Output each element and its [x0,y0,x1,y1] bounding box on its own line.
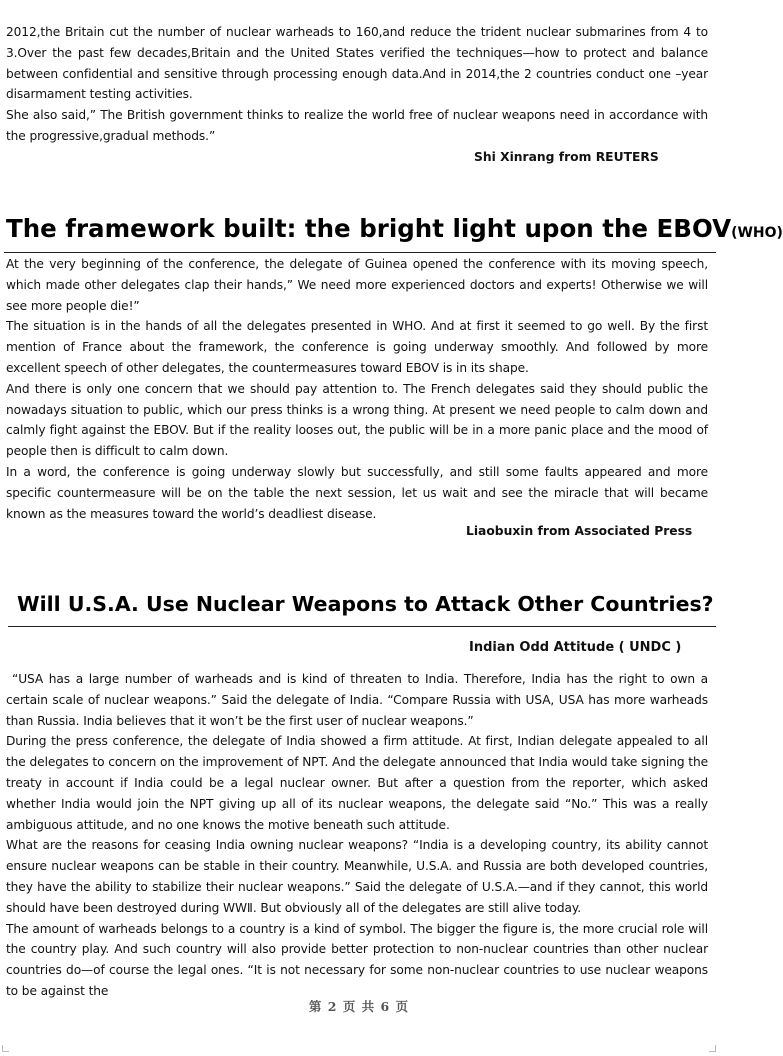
article1-paragraph: 2012,the Britain cut the number of nuclear warheads to 160,and reduce the trident nuclear submarines from 4 to 3.Over the past few decades,Britain and the United States verified the techniques—how to protect and balance between confidential and sensitive through processing enough data.And in 2014,the 2 countries conduct one –year disarmament testing activities. [6,25,708,102]
article2-title-text: The framework built: the bright light upon the EBOV [6,214,732,243]
article1-paragraph: She also said,” The British government thinks to realize the world free of nuclear weapons need in accordance with the progressive,gradual methods.” [6,108,708,143]
crop-mark-left [2,1045,9,1052]
article3-body [6,669,708,1002]
article3-subtitle: Indian Odd Attitude ( UNDC ) [469,640,682,655]
article3-paragraph: During the press conference, the delegate of India showed a firm attitude. At first, Indian delegate appealed to all the delegates to concern on the improvement of NPT. And the delegate announced that India would take signing the treaty in account if India could be a legal nuclear owner. But after a question from the reporter, which asked whether India would join the NPT giving up all of its nuclear weapons, the delegate said “No.” This was a really ambiguous attitude, and no one knows the motive beneath such attitude. [6,734,708,832]
article2-title [6,214,783,243]
article3-paragraph: The amount of warheads belongs to a country is a kind of symbol. The bigger the figure is, the more crucial role will the country play. And such country will also provide better protection to non-nuclear countries than other nuclear countries do—of course the legal ones. “It is not necessary for some non-nuclear countries to use nuclear weapons to be against the [6,921,708,998]
article2-title-rule [4,252,716,253]
article2-body [6,254,708,524]
article2-paragraph: The situation is in the hands of all the delegates presented in WHO. And at first it seemed to go well. By the first mention of France about the framework, the conference is going underway smoothly. And followed by more excellent speech of other delegates, the countermeasures toward EBOV is in its shape. [6,319,708,375]
page-number: 第 2 页 共 6 页 [308,999,410,1014]
article2-title-suffix: (WHO) [731,225,783,241]
article1-byline: Shi Xinrang from REUTERS [474,150,659,164]
article3-paragraph: “USA has a large number of warheads and is kind of threaten to India. Therefore, India has the right to own a certain scale of nuclear weapons.” Said the delegate of India. “Compare Russia with USA, USA has more warheads than Russia. India believes that it won’t be the first user of nuclear weapons.” [6,672,708,728]
article1-body [6,22,708,147]
article2-byline: Liaobuxin from Associated Press [466,524,693,538]
article2-paragraph: In a word, the conference is going underway slowly but successfully, and still some faults appeared and more specific countermeasure will be on the table the next session, let us wait and see the miracle that will became known as the measures toward the world’s deadliest disease. [6,464,708,521]
article3-title: Will U.S.A. Use Nuclear Weapons to Attack Other Countries? [17,592,714,616]
article3-title-rule [8,626,716,627]
article3-paragraph: What are the reasons for ceasing India owning nuclear weapons? “India is a developing country, its ability cannot ensure nuclear weapons can be stable in their country. Meanwhile, U.S.A. and Russia are both developed countries, they have the ability to stabilize their nuclear weapons.” Said the delegate of U.S.A.—and if they cannot, this world should have been destroyed during WWⅡ. But obviously all of the delegates are still alive today. [6,838,708,915]
article2-paragraph: And there is only one concern that we should pay attention to. The French delegates said they should public the nowadays situation to public, which our press thinks is a wrong thing. At present we need people to calm down and calmly fight against the EBOV. But if the reality looses out, the public will be in a more panic place and the mood of people then is difficult to calm down. [6,381,708,459]
crop-mark-right [709,1045,716,1052]
article2-paragraph: At the very beginning of the conference, the delegate of Guinea opened the conference with its moving speech, which made other delegates clap their hands,” We need more experienced doctors and experts! Otherwise we will see more people die!” [6,257,708,313]
